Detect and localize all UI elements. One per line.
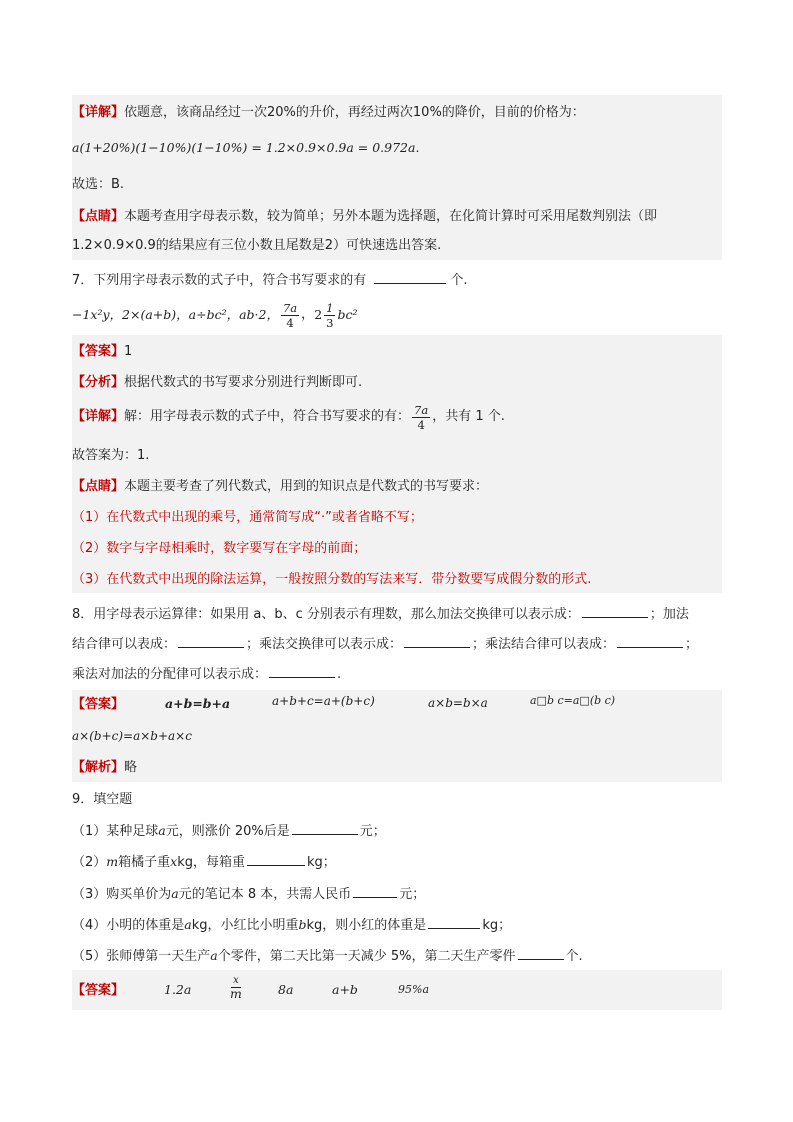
formula-end: . [415, 140, 420, 155]
answer-tag: 【答案】 [72, 983, 125, 998]
q9-answer-2 [226, 975, 246, 1000]
detail-fraction [412, 403, 430, 432]
formula-text: a(1+20%)(1−10%)(1−10%) = 1.2×0.9×0.9a = 0.972a [72, 140, 416, 155]
q8-line-1 [72, 604, 689, 624]
detail-tag: 【详解】 [72, 409, 125, 424]
q6-comment-line2: 1.2×0.9×0.9的结果应有三位小数且尾数是2）可快速选出答案. [72, 238, 442, 253]
q8-answer-5: a×(b+c)=a×b+a×c [72, 729, 192, 743]
detail-tag: 【详解】 [72, 105, 125, 120]
q7-answer-blank[interactable] [374, 270, 446, 284]
frac-numerator: 7a [414, 402, 429, 417]
q8-text-2a: 结合律可以表成： [72, 637, 177, 652]
item-var: a [171, 886, 179, 901]
q9-item-2 [72, 852, 336, 872]
frac-denominator: 4 [417, 417, 425, 432]
q9-answer-3: 8a [278, 982, 294, 997]
item-var: m [106, 854, 119, 869]
item-var-2: b [298, 917, 307, 932]
explain-tag: 【解析】 [72, 760, 125, 775]
comment-text: 本题考查用字母表示数，较为简单；另外本题为选择题，在化简计算时可采用尾数判别法（即 [124, 209, 658, 224]
q9-item-3 [72, 884, 425, 904]
item-post: 元； [399, 887, 426, 902]
q7-rule-2: （2）数字与字母相乘时，数字要写在字母的前面； [72, 541, 367, 556]
answer-value: 1 [124, 344, 133, 359]
q7-rule-3: （3）在代数式中出现的除法运算，一般按照分数的写法来写．带分数要写成假分数的形式. [72, 572, 592, 587]
detail-pre: 解：用字母表示数的式子中，符合书写要求的有： [124, 409, 411, 424]
detail-text: 依题意，该商品经过一次20%的升价，再经过两次10%的降价，目前的价格为： [124, 105, 585, 120]
explain-text: 略 [124, 760, 138, 775]
q9-item-5 [72, 946, 583, 966]
frac-numerator: x [233, 975, 239, 986]
item-post: 个. [565, 949, 583, 964]
q7-stem [72, 270, 468, 290]
q8-explain-line [72, 759, 137, 777]
q8-text-2c: ；乘法结合律可以表成： [472, 637, 616, 652]
q8-text-1: 8．用字母表示运算律：如果用 a、b、c 分别表示有理数，那么加法交换律可以表示成： [72, 607, 580, 622]
q8-answer-4: a□b c=a□(b c) [530, 694, 616, 707]
q7-fraction [281, 301, 299, 330]
q8-answer-2: a+b+c=a+(b+c) [272, 694, 375, 708]
q7-stem-text: 7．下列用字母表示数的式子中，符合书写要求的有 [72, 273, 367, 288]
item-post: 元； [359, 824, 386, 839]
item-pre: （2） [72, 855, 107, 870]
q9-title: 9．填空题 [72, 792, 133, 807]
comment-tag: 【点睛】 [72, 479, 125, 494]
q6-comment-line1 [72, 208, 657, 226]
q7-answer-line [72, 343, 132, 361]
q8-answer-3: a×b=b×a [428, 696, 488, 710]
analysis-tag: 【分析】 [72, 375, 125, 390]
item-pre: （1）某种足球 [72, 824, 159, 839]
item-pre: （5）张师傅第一天生产 [72, 949, 211, 964]
q8-answer-1: a+b=b+a [165, 696, 231, 711]
q8-text-1b: ；加法 [649, 607, 689, 622]
q9-item-1 [72, 821, 386, 841]
detail-post: ，共有 1 个. [432, 409, 505, 424]
mixed-tail: bc² [337, 307, 358, 322]
q9-blank-5[interactable] [518, 946, 564, 960]
comment-tag: 【点睛】 [72, 209, 125, 224]
frac-numerator: 7a [282, 300, 298, 315]
q9-answer-tag [72, 982, 124, 1000]
item-pre: （3）购买单价为 [72, 887, 172, 902]
q8-text-2d: ； [685, 637, 699, 652]
answer-fraction [228, 975, 244, 1000]
q7-detail-line [72, 400, 505, 434]
item-mid: kg，小红比小明重 [191, 918, 299, 933]
item-mid: 箱橘子重 [118, 855, 171, 870]
item-var: a [184, 917, 192, 932]
q8-blank-commutative-mul[interactable] [404, 634, 470, 648]
item-post: kg； [482, 918, 512, 933]
analysis-text: 根据代数式的书写要求分别进行判断即可. [124, 375, 363, 390]
q7-expressions [72, 298, 357, 332]
q9-blank-1[interactable] [292, 821, 358, 835]
q7-expr-list: −1x²y，2×(a+b)，a÷bc²，ab·2， [72, 307, 279, 322]
item-pre: （4）小明的体重是 [72, 918, 185, 933]
comment-text: 本题主要考查了列代数式，用到的知识点是代数式的书写要求： [124, 479, 489, 494]
item-var-2: x [170, 854, 178, 869]
q9-answer-1: 1.2a [164, 982, 192, 997]
q7-analysis-line [72, 374, 362, 392]
q6-formula [72, 139, 419, 157]
q8-text-2b: ；乘法交换律可以表示成： [246, 637, 403, 652]
item-mid-2: kg，则小红的体重是 [306, 918, 427, 933]
q8-blank-distributive[interactable] [269, 664, 335, 678]
mixed-fraction [324, 301, 335, 330]
q9-blank-2[interactable] [247, 852, 305, 866]
q7-mixed-number [314, 301, 357, 330]
frac-denominator: m [230, 986, 242, 1001]
item-var: a [210, 948, 218, 963]
q8-blank-associative-add[interactable] [178, 634, 244, 648]
q9-item-4 [72, 915, 511, 935]
q7-rule-1: （1）在代数式中出现的乘号，通常简写成“·”或者省略不写； [72, 510, 423, 525]
item-mid: 个零件，第二天比第一天减少 5%，第二天生产零件 [217, 949, 516, 964]
answer-tag: 【答案】 [72, 344, 125, 359]
q8-text-3b: . [337, 667, 342, 682]
q8-blank-associative-mul[interactable] [617, 634, 683, 648]
item-mid-2: kg，每箱重 [177, 855, 245, 870]
item-mid: 元，则涨价 20%后是 [165, 824, 290, 839]
q8-line-2 [72, 634, 698, 654]
q7-stem-end: 个. [450, 273, 468, 288]
q8-blank-commutative-add[interactable] [582, 604, 648, 618]
q6-detail-line [72, 104, 585, 122]
q9-answer-4: a+b [332, 982, 358, 997]
mixed-den: 3 [326, 315, 334, 330]
q9-blank-4[interactable] [428, 915, 480, 929]
q8-answer-tag [72, 696, 124, 714]
q7-comment-line [72, 478, 488, 496]
q8-text-3a: 乘法对加法的分配律可以表示成： [72, 667, 268, 682]
q9-blank-3[interactable] [353, 884, 397, 898]
answer-tag: 【答案】 [72, 697, 125, 712]
item-mid: 元的笔记本 8 本，共需人民币 [178, 887, 352, 902]
mixed-whole: 2 [314, 307, 323, 322]
mixed-num: 1 [326, 300, 334, 315]
item-post: kg； [307, 855, 336, 870]
q7-sep: ， [301, 307, 315, 322]
item-var: a [158, 823, 166, 838]
q9-answer-5: 95%a [398, 983, 430, 996]
frac-denominator: 4 [286, 315, 294, 330]
q7-conclusion: 故答案为：1. [72, 448, 150, 463]
q8-line-3 [72, 664, 341, 684]
q6-choice: 故选：B. [72, 177, 125, 192]
